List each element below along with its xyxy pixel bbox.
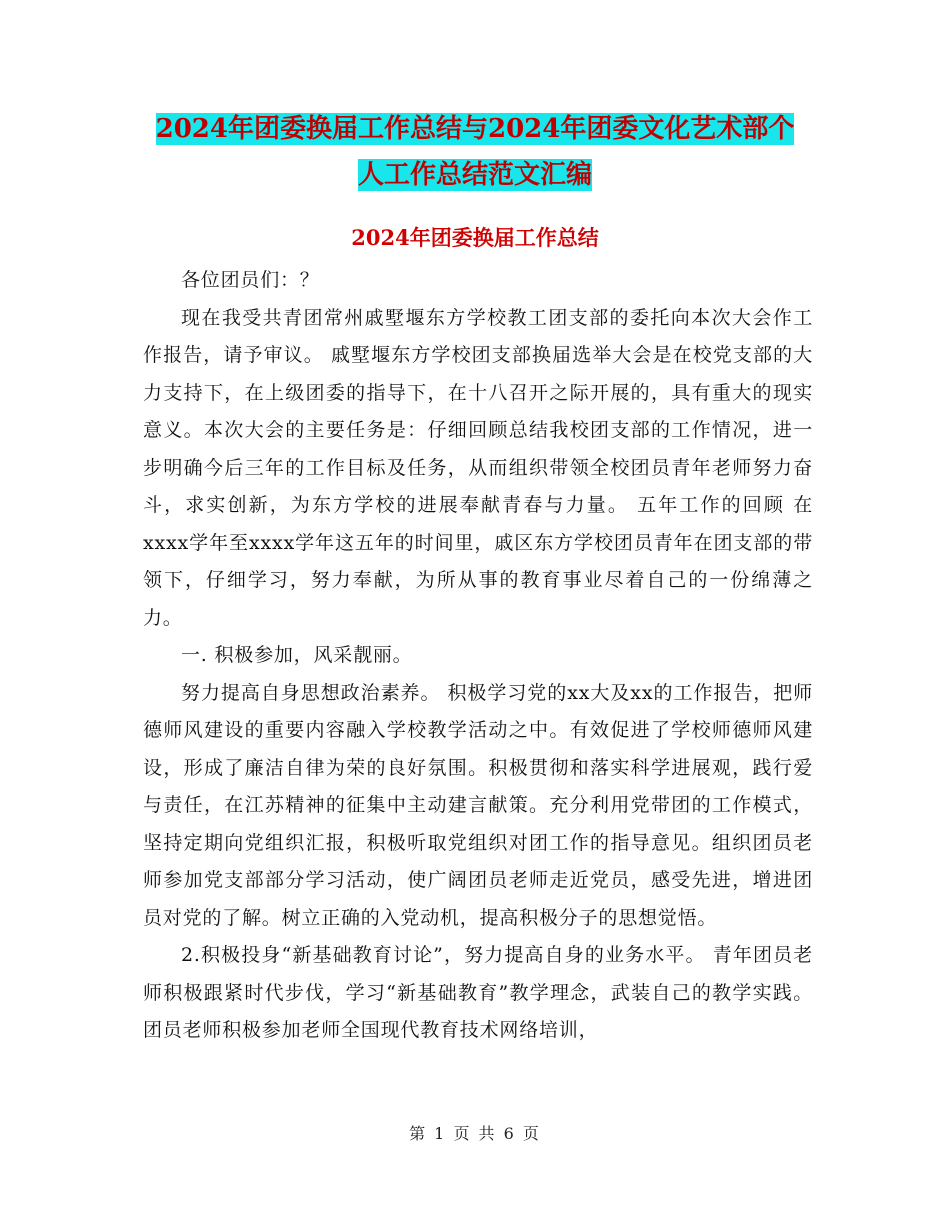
document-title [140, 106, 810, 198]
paragraph-greeting: 各位团员们：？ [181, 269, 320, 291]
document-title-line-1 [140, 106, 810, 152]
section-title: 2024年团委换届工作总结 [351, 225, 599, 250]
title-highlight-2: 人工作总结范文汇编 [357, 160, 592, 190]
body-text [143, 262, 813, 1050]
paragraph-item-2: 2.积极投身“新基础教育讨论”，努力提高自身的业务水平。 青年团员老师积极跟紧时代步伐，学习“新基础教育”教学理念，武装自己的教学实践。团员老师积极参加老师全国现代教育技术网络培训， [143, 944, 813, 1041]
page-footer: 第 1 页 共 6 页 [409, 1124, 541, 1143]
paragraph-item-1: 努力提高自身思想政治素养。 积极学习党的xx大及xx的工作报告，把师德师风建设的重要内容融入学校教学活动之中。有效促进了学校师德师风建设，形成了廉洁自律为荣的良好氛围。积极贯彻和落实科学进展观，践行爱与责任，在江苏精神的征集中主动建言献策。充分利用党带团的工作模式，坚持定期向党组织汇报，积极听取党组织对团工作的指导意见。组织团员老师参加党支部部分学习活动，使广阔团员老师走近党员，感受先进，增进团员对党的了解。树立正确的入党动机，提高积极分子的思想觉悟。 [143, 681, 813, 929]
document-title-line-2 [140, 152, 810, 198]
title-highlight-1: 2024年团委换届工作总结与2024年团委文化艺术部个 [155, 114, 795, 144]
paragraph-heading-1: 一. 积极参加，风采靓丽。 [181, 644, 413, 666]
paragraph-intro: 现在我受共青团常州戚墅堰东方学校教工团支部的委托向本次大会作工作报告，请予审议。 戚墅堰东方学校团支部换届选举大会是在校党支部的大力支持下，在上级团委的指导下，在十八召开之际开展的，具有重大的现实意义。本次大会的主要任务是：仔细回顾总结我校团支部的工作情况，进一步明确今后三年的工作目标及任务，从而组织带领全校团员青年老师努力奋斗，求实创新，为东方学校的进展奉献青春与力量。 五年工作的回顾 在xxxx学年至xxxx学年这五年的时间里，戚区东方学校团员青年在团支部的带领下，仔细学习，努力奉献，为所从事的教育事业尽着自己的一份绵薄之力。 [143, 306, 813, 629]
